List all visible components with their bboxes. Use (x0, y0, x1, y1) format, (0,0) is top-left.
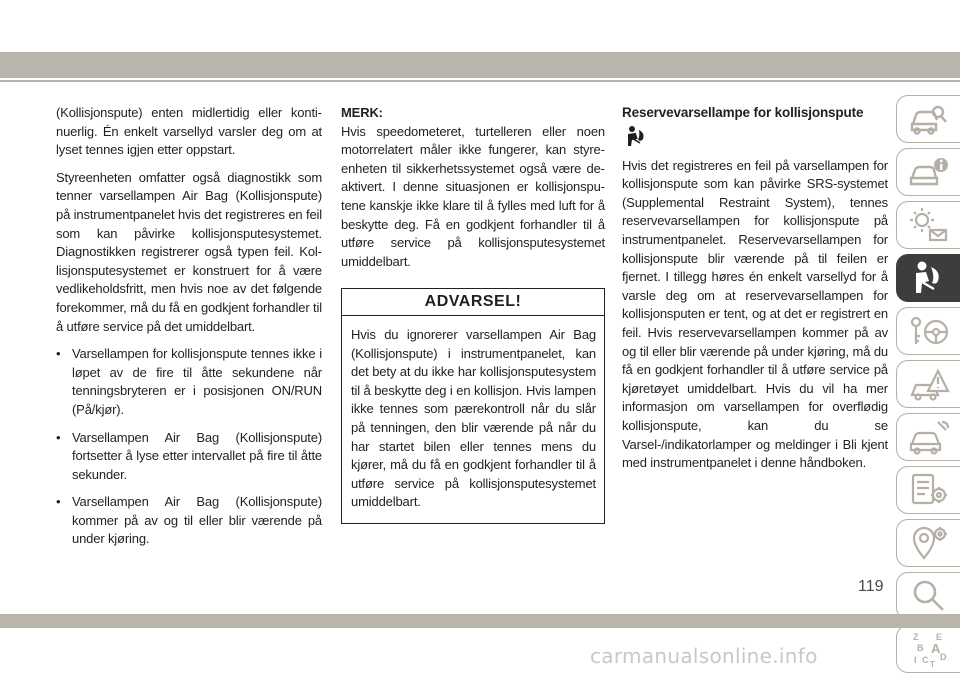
tab-car-info[interactable] (896, 148, 960, 196)
car-info-icon (908, 153, 950, 191)
header-rule (0, 80, 960, 82)
hazard-triangle-icon (908, 365, 950, 403)
footer-band (0, 614, 960, 628)
list-item (56, 345, 322, 419)
list-item-text: Varsellampen Air Bag (Kollisjonspute) fortsetter å lyse etter intervallet på fire til åtte sekunder. (72, 429, 322, 482)
airbag-seat-icon (908, 259, 950, 297)
tab-hazard[interactable] (896, 360, 960, 408)
tab-map-pin[interactable] (896, 519, 960, 567)
paragraph-diagnostics: Styreenheten omfatter også diagnostikk som tenner varsellampen Air Bag (Kollisjonspute) på instrumentpanelet hvis det registreres en feil som kan påvirke kollisjonsputesystemet. Diagnostikken registrerer også typen feil. Kollisjonsputesystemet er konstruert for å være vedlikeholdsfritt, men hvis noe av det følgende forekommer, må du få en godkjent forhandler til å utføre service på det umiddelbart. (56, 169, 322, 334)
list-item-text: Varsellampen for kollisjonspute tennes ikke i løpet av de fire til åtte sekundene når tenningsbryteren er i posisjonen ON/RUN (På/kjør). (72, 346, 322, 417)
index-letter: A (930, 641, 940, 656)
bullet-icon: • (56, 346, 61, 362)
index-letters-icon (908, 630, 950, 668)
column-left (56, 104, 322, 558)
list-item (56, 429, 322, 485)
tab-car-wrench[interactable] (896, 413, 960, 461)
car-search-icon (908, 100, 950, 138)
service-checklist-icon (908, 471, 950, 509)
tab-index[interactable] (896, 625, 960, 673)
airbag-warning-icon (624, 125, 648, 147)
bullet-icon: • (56, 494, 61, 510)
index-letter: B (916, 643, 923, 653)
list-item (56, 493, 322, 549)
chapter-tabs (896, 95, 960, 678)
tab-car-search[interactable] (896, 95, 960, 143)
bullet-list (56, 345, 322, 549)
warning-text: Hvis du ignorerer varsellampen Air Bag (Kollisjonspute) i instrumentpanelet, kan det bety at du ikke har kollisjonsputesystem til å beskytte deg i en kollisjon. Hvis lampen ikke tennes som pærekontroll når du slår på tenningen, den blir værende på når du har startet bilen eller tennes mens du kjører, må du få en godkjent forhandler til å utføre service på kollisjonsputesystemet umiddelbart. (351, 326, 596, 510)
tab-service[interactable] (896, 466, 960, 514)
index-letter: D (939, 652, 946, 662)
index-letter: T (929, 660, 935, 668)
tab-key-steering[interactable] (896, 307, 960, 355)
note-text: Hvis speedometeret, turtelleren eller noen motorrelatert måler ikke fungerer, kan styreenheten til sikkerhetssystemet også være deaktivert. I denne situasjonen er kollisjonsputene kanskje ikke klare til å fylles med luft for å beskytte deg. Få en godkjent forhandler til å utføre service på kollisjonsputesystemet umiddelbart. (341, 123, 605, 269)
header-band (0, 52, 960, 78)
column-middle (341, 104, 605, 524)
index-letter: C (921, 655, 928, 665)
warning-lights-icon (908, 206, 950, 244)
tab-warning-lights[interactable] (896, 201, 960, 249)
note-heading: MERK: (341, 105, 383, 120)
index-letter: E (935, 632, 942, 642)
page-number: 119 (858, 578, 884, 595)
index-letter: Z (912, 632, 918, 642)
map-pin-gear-icon (908, 524, 950, 562)
tab-search[interactable] (896, 572, 960, 620)
list-item-text: Varsellampen Air Bag (Kollisjonspute) kommer på av og til eller blir værende på under kjøring. (72, 494, 322, 547)
column-right (622, 104, 888, 473)
watermark: carmanualsonline.info (590, 644, 818, 668)
bullet-icon: • (56, 429, 61, 445)
warning-box (341, 288, 605, 524)
paragraph-continuation: (Kollisjonspute) enten midlertidig eller kontinuerlig. Én enkelt varsellyd varsler deg om at lyset tennes igjen etter oppstart. (56, 105, 322, 158)
car-wrench-icon (908, 418, 950, 456)
section-heading: Reservevarsellampe for kollisjonspute (622, 105, 864, 120)
index-letter: I (913, 655, 917, 665)
tab-airbag-seat[interactable] (896, 254, 960, 302)
magnifier-icon (908, 577, 950, 615)
section-text: Hvis det registreres en feil på varsellampen for kollisjonspute som kan påvirke SRS-systemet (Supplemental Restraint System), tennes reservevarsellampen for kollisjonspute på instrumentpanelet. Reservevarsellampen for kollisjonspute blir værende på til feilen er fjernet. I tillegg høres én enkelt varsellyd for å varsle deg om at reservevarsellampen for kollisjonsputen er tent, og at det er registrert en feil. Hvis reservevarsellampen kommer på av og til eller blir værende på under kjøring, må du få en godkjent forhandler til å utføre service på kjøretøyet umiddelbart. Hvis du vil ha mer informasjon om varsellampen for overflødig kollisjonspute, kan du se Varsel-/indikatorlamper og meldinger i Bli kjent med instrumentpanelet i denne håndboken. (622, 157, 888, 471)
warning-title: ADVARSEL! (342, 289, 604, 316)
key-steering-icon (908, 312, 950, 350)
